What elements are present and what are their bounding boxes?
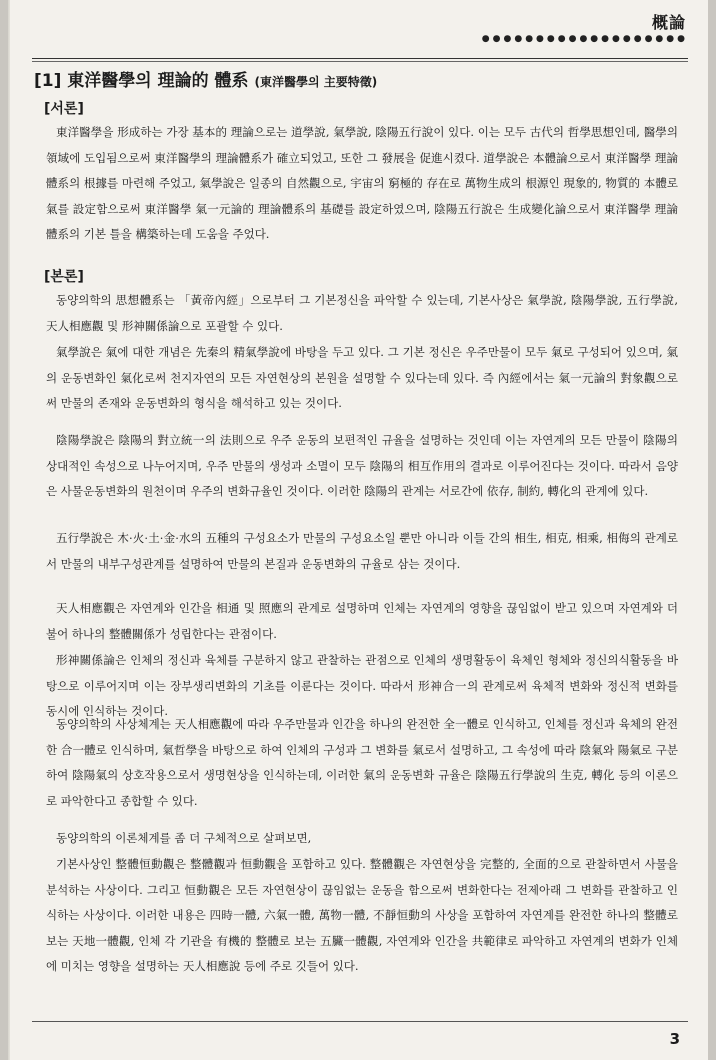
intro-heading: [서론] xyxy=(44,101,84,117)
body-paragraph-holism: 기본사상인 整體恒動觀은 整體觀과 恒動觀을 포함하고 있다. 整體觀은 자연현상을 完整的, 全面的으로 관찰하면서 사물을 분석하는 사상이다. 그리고 恒動觀은 모든 자연현상이 끊임없는 운동을 함으로써 변화한다는 전제아래 그 변화를 관찰하고 인식하는 사상이다. 이러한 내용은 四時一體, 六氣一體, 萬物一體, 不靜恒動의 사상을 포함하여 자연계를 완전한 하나의 整體로 보는 天地一體觀, 인체 각 기관을 有機的 整體로 보는 五臟一體觀, 자연계와 인간을 共範律로 파악하고 자연계의 변화가 인체에 미치는 영향을 설명하는 天人相應說 등에 주로 깃들어 있다. xyxy=(46,857,678,973)
body-paragraph-detail-intro: 동양의학의 이론체계를 좀 더 구체적으로 살펴보면, xyxy=(56,831,312,845)
header-rule-thin xyxy=(32,61,688,62)
intro-paragraph: 東洋醫學을 形成하는 가장 基本的 理論으로는 道學說, 氣學說, 陰陽五行說이 있다. 이는 모두 古代의 哲學思想인데, 醫學의 領域에 도입됨으로써 東洋醫學의 理論體系가 確立되었고, 또한 그 發展을 促進시켰다. 道學說은 本體論으로서 東洋醫學 理論體系의 根據를 마련해 주었고, 氣學說은 일종의 自然觀으로, 宇宙의 窮極的 存在로 萬物生成의 根源인 現象的, 物質的 本體로 氣를 設定함으로써 東洋醫學 氣一元論的 理論體系의 基礎를 設定하였으며, 陰陽五行說은 生成變化論으로서 東洋醫學 理論體系의 기본 틀을 構築하는데 도움을 주었다. xyxy=(46,125,678,241)
page-number: 3 xyxy=(669,1030,680,1048)
body-paragraph-qi-theory: 氣學說은 氣에 대한 개념은 先秦의 精氣學說에 바탕을 두고 있다. 그 기본 정신은 우주만물이 모두 氣로 구성되어 있으며, 氣의 운동변화인 氣化로써 천지자연의 모든 자연현상의 본원을 설명할 수 있다는데 있다. 즉 內經에서는 氣一元論의 對象觀으로써 만물의 존재와 운동변화의 형식을 해석하고 있는 것이다. xyxy=(46,345,678,410)
section-title xyxy=(34,66,377,91)
chapter-header-title: 概論 xyxy=(651,13,686,32)
header-dot-row: ●●●●●●●●●●●●●●●●●●● xyxy=(481,34,688,44)
section-title-sub: (東洋醫學의 主要特徵) xyxy=(254,75,378,89)
footer-rule xyxy=(32,1021,688,1022)
body-paragraph-body-spirit: 形神關係論은 인체의 정신과 육체를 구분하지 않고 관찰하는 관점으로 인체의 생명활동이 육체인 형체와 정신의식활동을 바탕으로 이루어지며 이는 장부생리변화의 기초를 이룬다는 것이다. 따라서 形神合一의 관계로써 육체적 변화와 정신적 변화를 동시에 인식하는 것이다. xyxy=(46,653,678,718)
body-paragraph-summary: 동양의학의 사상체계는 天人相應觀에 따라 우주만물과 인간을 하나의 완전한 全一體로 인식하고, 인체를 정신과 육체의 완전한 合一體로 인식하며, 氣哲學을 바탕으로 하여 인체의 구성과 그 변화를 氣로서 설명하고, 그 속성에 따라 陰氣와 陽氣로 구분하여 陰陽氣의 상호작용으로서 생명현상을 인식하는데, 이러한 氣의 운동변화 규율은 陰陽五行學說의 生克, 轉化 등의 이론으로 파악한다고 종합할 수 있다. xyxy=(46,717,678,808)
body-paragraph-yinyang-theory: 陰陽學說은 陰陽의 對立統一의 法則으로 우주 운동의 보편적인 규율을 설명하는 것인데 이는 자연계의 모든 만물이 陰陽의 상대적인 속성으로 나누어지며, 우주 만물의 생성과 소멸이 모두 陰陽의 相互作用의 결과로 이루어진다는 것이다. 따라서 음양은 사물운동변화의 원천이며 우주의 변화규율인 것이다. 이러한 陰陽의 관계는 서로간에 依存, 制約, 轉化의 관계에 있다. xyxy=(46,433,678,498)
body-heading: [본론] xyxy=(44,269,84,285)
body-paragraph-thought-system: 동양의학의 思想體系는 「黃帝內經」으로부터 그 기본정신을 파악할 수 있는데, 기본사상은 氣學說, 陰陽學說, 五行學說, 天人相應觀 및 形神關係論으로 포괄할 수 있다. xyxy=(46,293,678,333)
body-paragraph-five-phases: 五行學說은 木·火·土·金·水의 五種의 구성요소가 만물의 구성요소일 뿐만 아니라 이들 간의 相生, 相克, 相乘, 相侮의 관계로서 만물의 내부구성관계를 설명하여 만물의 본질과 운동변화의 규율로 삼는 것이다. xyxy=(46,531,678,571)
book-page xyxy=(8,0,708,1060)
book-spine-shadow xyxy=(8,0,10,1060)
header-rule xyxy=(32,58,688,59)
section-title-main: [1] 東洋醫學의 理論的 體系 xyxy=(34,71,249,91)
body-paragraph-heaven-human: 天人相應觀은 자연계와 인간을 相通 및 照應의 관계로 설명하며 인체는 자연계의 영향을 끊임없이 받고 있으며 자연계와 더불어 하나의 整體關係가 성립한다는 관점이다. xyxy=(46,601,678,641)
